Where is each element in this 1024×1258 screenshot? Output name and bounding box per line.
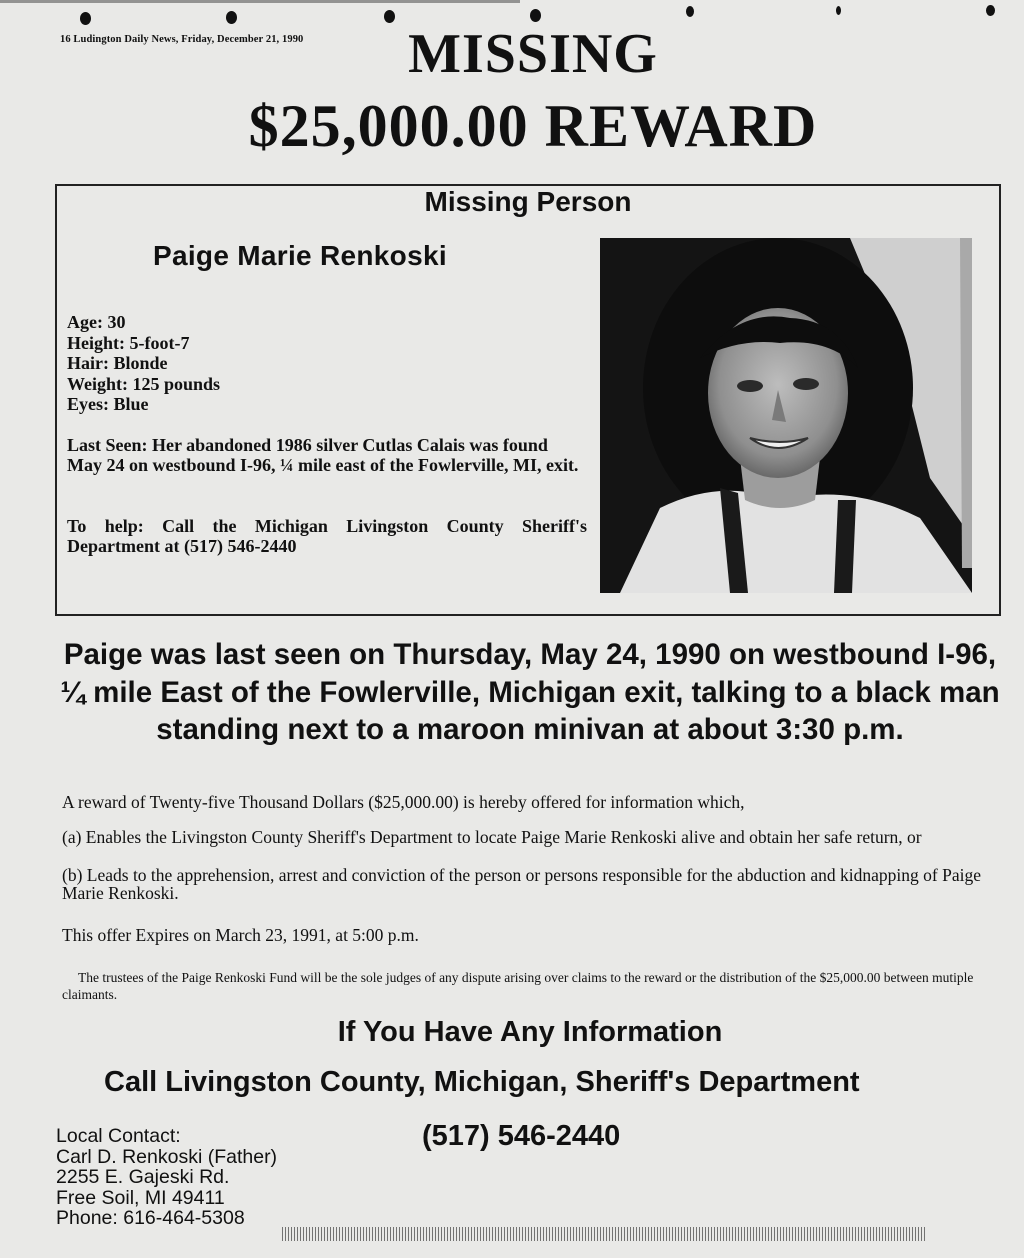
headline-missing: MISSING [408,23,658,85]
last-seen-text: Last Seen: Her abandoned 1986 silver Cutlas Calais was found May 24 on westbound I-96, ¼ mile east of the Fowlerville, MI, exit. [67,435,579,475]
local-contact-phone: Phone: 616-464-5308 [56,1207,245,1229]
stat-weight: Weight: 125 pounds [67,373,221,394]
sheriff-phone: (517) 546-2440 [422,1120,621,1152]
top-rule [0,0,520,3]
trustees-note: The trustees of the Paige Renkoski Fund will be the sole judges of any dispute arising over claims to the reward or the distribution of the $25,000.00 between mutiple claimants. [62,970,974,1002]
stats-list [67,312,220,415]
offer-expiry: This offer Expires on March 23, 1991, at 5:00 p.m. [62,925,419,945]
reward-intro: A reward of Twenty-five Thousand Dollars ($25,000.00) is hereby offered for information which, [62,792,745,812]
punch-hole [530,9,541,22]
person-name: Paige Marie Renkoski [153,240,447,271]
punch-hole [836,6,841,15]
reward-clause-a: (a) Enables the Livingston County Sheriff's Department to locate Paige Marie Renkoski alive and obtain her safe return, or [62,827,922,847]
box-title: Missing Person [424,186,632,217]
stat-hair: Hair: Blonde [67,353,168,373]
reward-clause-b: (b) Leads to the apprehension, arrest and conviction of the person or persons responsible for the abduction and kidnapping of Paige Marie Renkoski. [62,865,981,903]
headline-reward: $25,000.00 REWARD [248,93,818,159]
stat-age: Age: 30 [67,312,126,332]
stat-height: Height: 5-foot-7 [67,332,190,353]
info-heading: If You Have Any Information [337,1016,723,1048]
halftone-stripe [282,1227,927,1241]
stat-eyes: Eyes: Blue [67,394,149,414]
local-contact [56,1126,277,1229]
local-contact-street: 2255 E. Gajeski Rd. [56,1166,230,1188]
lead-paragraph: Paige was last seen on Thursday, May 24, 1990 on westbound I-96, ¼ mile East of the Fowlerville, Michigan exit, talking to a black man standing next to a maroon minivan at about 3:30 p.m. [60,638,1000,746]
local-contact-name: Carl D. Renkoski (Father) [56,1145,278,1168]
punch-hole [986,5,995,16]
missing-person-box [55,184,1001,616]
dateline: 16 Ludington Daily News, Friday, December 21, 1990 [60,34,304,45]
local-contact-label: Local Contact: [56,1125,181,1147]
to-help-text: To help: Call the Michigan Livingston County Sheriff's Department at (517) 546-2440 [67,516,587,556]
punch-hole [686,6,694,17]
call-heading: Call Livingston County, Michigan, Sheriff's Department [104,1066,860,1098]
local-contact-city: Free Soil, MI 49411 [56,1186,225,1209]
portrait-image [600,238,972,593]
person-photo [600,238,972,593]
